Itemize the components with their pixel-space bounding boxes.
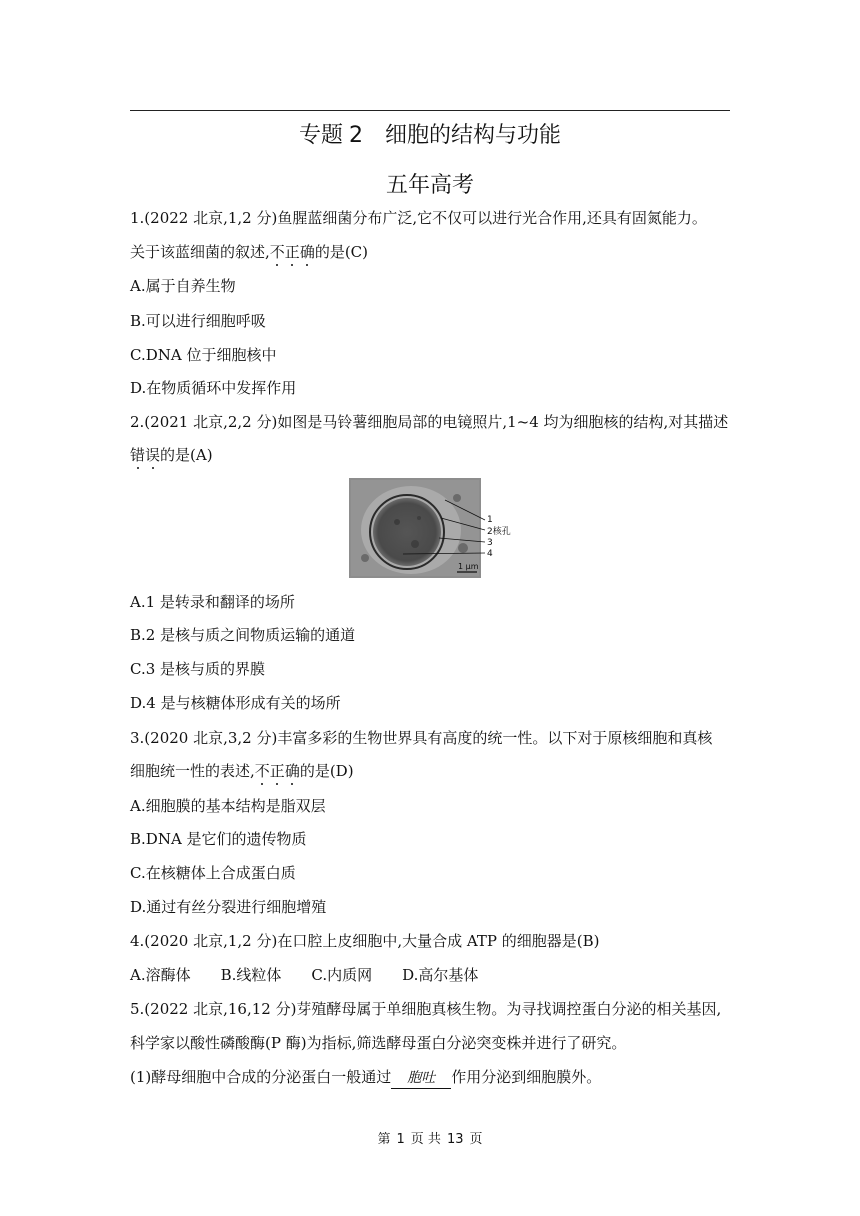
nucleus-micrograph: [349, 478, 517, 578]
title-prefix: 专题: [298, 123, 343, 148]
page-number: 1: [396, 1132, 405, 1147]
page-footer: 第 1 页 共 13 页: [377, 1132, 483, 1147]
emphasis-char: 正: [284, 243, 300, 261]
emphasis-char: 正: [269, 762, 285, 780]
q3-option-b: B.DNA 是它们的遗传物质: [130, 830, 307, 848]
q4-options: [130, 965, 730, 985]
q5-stem-line2: 科学家以酸性磷酸酶(P 酶)为指标,筛选酵母蛋白分泌突变株并进行了研究。: [130, 1034, 627, 1052]
q4-stem: 4.(2020 北京,1,2 分)在口腔上皮细胞中,大量合成 ATP 的细胞器是(B): [130, 932, 600, 950]
q1-stem-line1: 1.(2022 北京,1,2 分)鱼腥蓝细菌分布广泛,它不仅可以进行光合作用,还具有固氮能力。: [130, 209, 707, 227]
q3-stem-line1: 3.(2020 北京,3,2 分)丰富多彩的生物世界具有高度的统一性。以下对于原核细胞和真核: [130, 729, 713, 747]
total-pages: 13: [446, 1132, 464, 1147]
q1-option-d: D.在物质循环中发挥作用: [130, 379, 297, 397]
q3-option-a: A.细胞膜的基本结构是脂双层: [130, 797, 326, 815]
emphasis-char: 确: [284, 762, 300, 780]
nucleus: [373, 498, 441, 566]
section-subtitle: 五年高考: [385, 173, 474, 198]
emphasis-char: 错: [130, 446, 146, 464]
figure-label-1: 1: [487, 515, 493, 525]
emphasis-char: 不: [254, 762, 270, 780]
figure-label-3: 3: [487, 538, 493, 548]
q4-option-a: A.溶酶体: [130, 966, 191, 984]
page-title: [0, 118, 860, 149]
q2-option-c: C.3 是核与质的界膜: [130, 660, 266, 678]
emphasis-char: 不: [269, 243, 285, 261]
title-number: 2: [349, 123, 363, 148]
q3-stem-line2: 细胞统一性的表述,不正确的是(D): [130, 762, 354, 780]
figure-label-4: 4: [487, 549, 493, 559]
q2-stem-line2: 错误的是(A): [130, 446, 213, 464]
title-main: 细胞的结构与功能: [385, 123, 562, 148]
q3-option-c: C.在核糖体上合成蛋白质: [130, 864, 296, 882]
emphasis-char: 误: [145, 446, 161, 464]
q1-option-c: C.DNA 位于细胞核中: [130, 346, 277, 364]
emphasis-char: 确: [299, 243, 315, 261]
q1-option-b: B.可以进行细胞呼吸: [130, 312, 266, 330]
q2-option-a: A.1 是转录和翻译的场所: [130, 593, 295, 611]
q1-option-a: A.属于自养生物: [130, 277, 236, 295]
q4-option-b: B.线粒体: [220, 966, 282, 984]
answer-blank: 胞吐: [391, 1068, 451, 1089]
figure-label-2: 2核孔: [487, 527, 511, 537]
q2-option-b: B.2 是核与质之间物质运输的通道: [130, 626, 356, 644]
q2-stem-line1: 2.(2021 北京,2,2 分)如图是马铃薯细胞局部的电镜照片,1~4 均为细胞核的结构,对其描述: [130, 413, 729, 431]
q5-subquestion-1: (1)酵母细胞中合成的分泌蛋白一般通过 胞吐 作用分泌到细胞膜外。: [130, 1067, 730, 1089]
scale-bar-label: 1 μm: [458, 562, 479, 571]
electron-micrograph-figure: [349, 478, 517, 578]
header-rule: [130, 110, 730, 111]
q4-option-d: D.高尔基体: [402, 966, 479, 984]
q5-stem-line1: 5.(2022 北京,16,12 分)芽殖酵母属于单细胞真核生物。为寻找调控蛋白分泌的相关基因,: [130, 1000, 722, 1018]
q4-option-c: C.内质网: [311, 966, 373, 984]
q2-option-d: D.4 是与核糖体形成有关的场所: [130, 694, 341, 712]
q3-option-d: D.通过有丝分裂进行细胞增殖: [130, 898, 327, 916]
q1-stem-line2: 关于该蓝细菌的叙述,不正确的是(C): [130, 243, 369, 261]
